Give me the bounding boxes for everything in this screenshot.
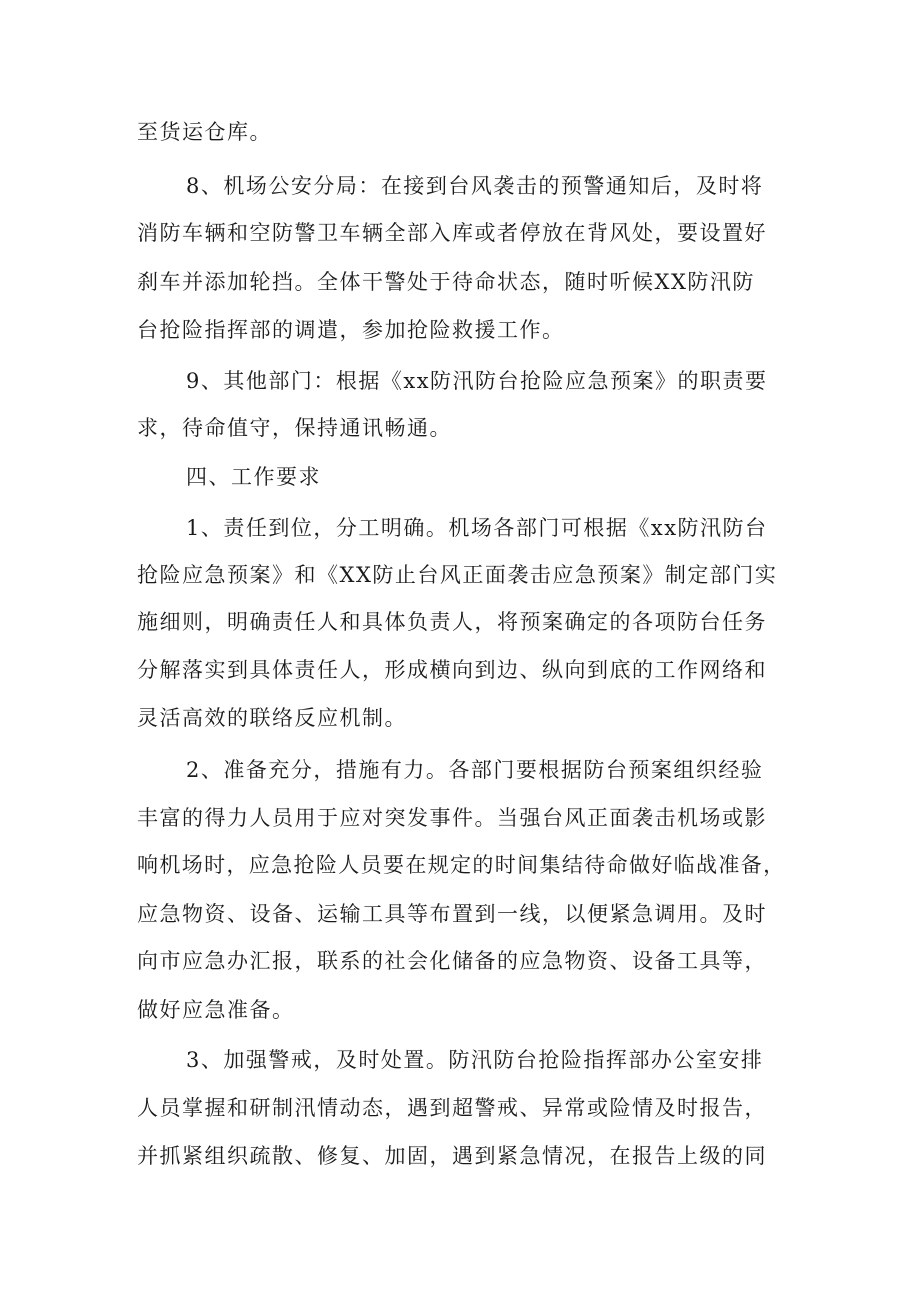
text-line-1: 至货运仓库。 (137, 120, 272, 144)
text-line-22: 并抓紧组织疏散、修复、加固，遇到紧急情况，在报告上级的同 (137, 1144, 767, 1168)
text-line-4: 刹车并添加轮挡。全体干警处于待命状态，随时听候XX防汛防 (137, 270, 755, 294)
text-line-17: 应急物资、设备、运输工具等布置到一线，以便紧急调用。及时 (137, 902, 767, 926)
section-heading-4: 四、工作要求 (186, 465, 321, 489)
text-line-7: 求，待命值守，保持通讯畅通。 (137, 416, 452, 440)
text-line-10: 抢险应急预案》和《XX防止台风正面袭击应急预案》制定部门实 (137, 563, 778, 587)
text-line-11: 施细则，明确责任人和具体负责人，将预案确定的各项防台任务 (137, 610, 767, 634)
text-line-13: 灵活高效的联络反应机制。 (137, 706, 407, 730)
text-line-15: 丰富的得力人员用于应对突发事件。当强台风正面袭击机场或影 (137, 806, 767, 830)
text-line-18: 向市应急办汇报，联系的社会化储备的应急物资、设备工具等， (137, 949, 767, 973)
text-line-2: 8、机场公安分局：在接到台风袭击的预警通知后，及时将 (186, 174, 764, 198)
text-line-21: 人员掌握和研制汛情动态，遇到超警戒、异常或险情及时报告， (137, 1096, 767, 1120)
text-line-20: 3、加强警戒，及时处置。防汛防台抢险指挥部办公室安排 (186, 1048, 764, 1072)
text-line-6: 9、其他部门：根据《xx防汛防台抢险应急预案》的职责要 (186, 369, 768, 393)
text-line-14: 2、准备充分，措施有力。各部门要根据防台预案组织经验 (186, 758, 764, 782)
text-line-16: 响机场时，应急抢险人员要在规定的时间集结待命做好临战准备， (137, 853, 786, 877)
text-line-9: 1、责任到位，分工明确。机场各部门可根据《xx防汛防台 (186, 516, 768, 540)
text-line-12: 分解落实到具体责任人，形成横向到边、纵向到底的工作网络和 (137, 658, 767, 682)
text-line-3: 消防车辆和空防警卫车辆全部入库或者停放在背风处，要设置好 (137, 221, 767, 245)
text-line-5: 台抢险指挥部的调遣，参加抢险救援工作。 (137, 318, 565, 342)
text-line-19: 做好应急准备。 (137, 998, 295, 1022)
